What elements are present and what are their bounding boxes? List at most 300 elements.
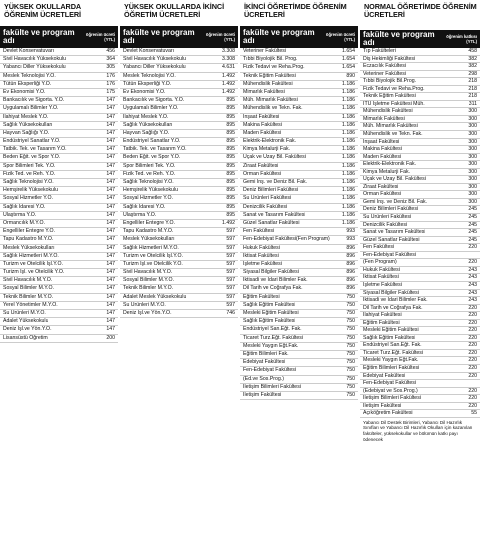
fee-value: 220 [468,364,477,371]
table-row [240,195,358,203]
table-row [0,154,118,162]
fee-value: 243 [468,281,477,288]
fee-value: 147 [106,129,115,136]
program-name: Diş Hekimliği Fakültesi [363,55,416,62]
column-4 [360,0,480,444]
program-name: İktisat Fakültesi [363,274,399,281]
table-row [120,138,238,146]
program-name: Fizik Tedavi ve Reha.Prog. [363,85,425,92]
program-name: Veteriner Fakültesi [363,70,406,77]
column-1 [0,0,118,343]
table-row [240,359,358,367]
table-row [240,89,358,97]
table-row [120,204,238,212]
program-name: Ev Ekonomisi Y.O. [123,88,166,95]
program-name: Müh. Mimarlık Fakültesi [363,123,418,130]
program-name: İnşaat Fakültesi [363,138,400,145]
program-name: Mühendislik ve Tekn. Fak. [363,131,423,138]
table-row [0,318,118,326]
fee-value: 220 [468,349,477,356]
program-name: İlahiyat Meslek Y.O. [3,113,49,120]
fee-value: 382 [468,63,477,70]
table-row [240,97,358,105]
program-name: İlahiyat Fakültesi [363,312,402,319]
fee-value: 750 [346,383,355,390]
fee-value: 895 [226,129,235,136]
program-name: Ev Ekonomisi Y.O. [3,88,46,95]
table-row [120,114,238,122]
fee-value: 218 [468,78,477,85]
table-row [120,73,238,81]
fee-value: 597 [226,277,235,284]
program-name: İktisadi ve İdari Bilimler Fak. [363,297,428,304]
fee-value: 220 [468,395,477,402]
program-name: Uygulamalı Bilimler Y.O. [123,105,179,112]
fee-value: 1.186 [342,219,355,226]
table-row [240,367,358,375]
program-name: İktisat Fakültesi [243,252,279,259]
fee-value: 1.186 [342,195,355,202]
fee-value: 305 [106,64,115,71]
program-name: Sivil Havacılık Yüksekokulu [3,56,67,63]
program-name: Beden Eğit. ve Spor Y.O. [123,154,181,161]
table-row [0,294,118,302]
program-name: Edebiyat Fakültesi [243,359,286,366]
table-row [120,81,238,89]
fee-value: 597 [226,285,235,292]
table-row [240,56,358,64]
fee-value: 147 [106,179,115,185]
program-name: Kimya Metalurji Fak. [243,146,290,153]
table-row [360,274,480,282]
table-row [240,384,358,392]
table-row [360,297,480,305]
fee-value: 895 [226,187,235,194]
fee-value: 750 [346,293,355,300]
program-name: Sağlık Teknolojisi Y.O. [3,179,54,185]
fee-value: 220 [468,319,477,326]
table-row [0,277,118,285]
fee-value: 300 [468,161,477,168]
fee-value: 147 [106,236,115,243]
program-name: Meslek Teknolojisi Y.O. [3,72,56,79]
program-name: Meslek Yüksekokulları [3,244,55,251]
table-row [360,206,480,214]
program-name: İletişim Bilimleri Fakültesi [243,383,301,390]
fee-value: 896 [346,252,355,259]
fee-value: 750 [346,318,355,325]
table-row [120,171,238,179]
program-name: Gemi İnş. ve Deniz Bil. Fak. [363,198,427,205]
fee-value: 147 [106,252,115,259]
table-row [360,214,480,222]
fee-value: 300 [468,138,477,145]
program-name: Turizm İşl. ve Otelcilik Y.O. [3,269,65,276]
program-name: Sosyal Hizmetler Y.O. [123,195,173,202]
program-name: Güzel Sanatlar Fakültesi [363,236,420,243]
table-row [120,302,238,310]
program-name: Fen-Edebiyat Fakültesi [363,251,417,258]
table-row [240,138,358,146]
table-row [360,388,480,396]
program-name: Hayvan Sağlığı Y.O. [123,129,170,136]
table-row [240,171,358,179]
table-row [120,163,238,171]
program-name: Mesleki Eğitim Fakültesi [243,310,299,316]
fee-value: 176 [106,72,115,79]
table-row [0,89,118,97]
program-name: Teknik Eğitim Fakültesi [243,72,296,79]
fee-value: 3.308 [222,56,235,63]
program-name: Ulaştırma Y.O. [3,211,37,218]
fee-value: 1.186 [342,138,355,145]
table-row [240,253,358,261]
table-row [360,237,480,245]
program-name: İşletme Fakültesi [243,260,282,267]
fee-value: 147 [106,203,115,210]
table-row [240,277,358,285]
program-name: Hukuk Fakültesi [243,244,280,251]
fee-value: 896 [346,285,355,292]
table-row [360,169,480,177]
table-body [0,48,118,343]
table-row [360,93,480,101]
table-row [0,310,118,318]
program-name: Tıbbi Biyolojik Bil.Prog. [363,78,417,85]
table-row [360,199,480,207]
fee-value: 147 [106,219,115,226]
program-name: Elektrik-Elektronik Fak. [363,161,417,168]
fee-value: 220 [468,372,477,379]
fee-value: 4.631 [222,64,235,71]
fee-value: 458 [468,48,477,54]
table-row [240,73,358,81]
fee-value: 220 [468,244,477,251]
table-row [120,245,238,253]
program-name: Mesleki Yaygın Eğt.Fak. [243,342,299,349]
table-row [0,73,118,81]
fee-value: 1.186 [342,211,355,218]
table-row [0,122,118,130]
fee-value: 220 [468,357,477,364]
program-name: İktisadi ve İdari Bilimler Fak. [243,277,308,284]
table-row [360,342,480,350]
table-row [120,236,238,244]
table-row [0,97,118,105]
table-row [0,204,118,212]
header-fee: öğrenim ücreti (YTL) [205,32,235,42]
fee-value: 220 [468,402,477,409]
fee-value: 895 [226,138,235,145]
fee-value: 147 [106,277,115,284]
table-row [240,269,358,277]
fee-value: 300 [468,153,477,160]
fee-value: 597 [226,228,235,235]
fee-value: 147 [106,138,115,145]
fee-value: 896 [346,277,355,284]
fee-value: 750 [346,350,355,357]
table-row [240,130,358,138]
table-header [0,26,118,48]
program-name: Eğitim Bilimleri Fakültesi [363,364,420,371]
fee-value: 147 [106,121,115,128]
program-name: Siyasal Bilgiler Fakültesi [243,269,299,276]
program-name: Siyasal Bilgiler Fakültesi [363,289,419,296]
fee-value: 147 [106,162,115,169]
fee-value: 895 [226,179,235,185]
table-row [360,357,480,365]
table-row [0,163,118,171]
fee-value: 220 [468,334,477,341]
program-name: Teknik Bilimler M.Y.O. [3,293,54,300]
fee-value: 1.186 [342,154,355,161]
program-name: Güzel Sanatlar Fakültesi [243,219,300,226]
fee-value: 456 [106,48,115,54]
fee-value: 147 [106,97,115,104]
program-name: Mimarlık Fakültesi [363,115,405,122]
table-row [0,245,118,253]
fee-value: 895 [226,97,235,104]
program-name: Sosyal Hizmetler Y.O. [3,195,53,202]
fee-value: 382 [468,55,477,62]
fee-value: 750 [346,301,355,308]
fee-value: 220 [468,327,477,334]
table-row [360,48,480,56]
fee-value: 245 [468,214,477,221]
program-name: Teknik Eğitim Fakültesi [363,93,416,100]
fee-value: 300 [468,131,477,138]
table-header [240,26,358,48]
program-name: Meslek Yüksekokulları [123,236,175,243]
program-name: (Edebiyat ve Sos.Prog.) [363,387,418,394]
program-name: Ziraat Fakültesi [363,183,399,190]
program-name: Lisansüstü Öğretim [3,334,48,341]
fee-value: 895 [226,113,235,120]
table-row [0,253,118,261]
table-row [120,56,238,64]
program-name: Makina Fakültesi [363,146,402,153]
table-row [360,131,480,139]
program-name: İletişim Fakültesi [243,391,282,398]
table-row [360,350,480,358]
fee-value: 1.654 [342,64,355,71]
fee-value: 147 [106,105,115,112]
fee-value: 220 [468,259,477,266]
program-name: Sağlık İdaresi Y.O. [3,203,46,210]
fee-value: 1.492 [222,72,235,79]
program-name: Turizm İşl.ve Otelcilik Y.O. [123,260,183,267]
header-fee: öğrenim ücreti (YTL) [85,32,115,42]
table-row [360,78,480,86]
fee-value [475,252,477,259]
program-name: Beden Eğit. ve Spor Y.O. [3,154,61,161]
fee-value: 300 [468,146,477,153]
table-row [0,179,118,187]
table-row [360,282,480,290]
column-title: YÜKSEK OKULLARDA İKİNCİ ÖĞRETİM ÜCRETLERİ [124,2,224,20]
program-name: Tütün Eksperliği Y.O. [3,80,52,87]
table-row [120,220,238,228]
fee-value: 750 [346,326,355,333]
table-row [0,48,118,56]
program-name: Eğitim Fakültesi [363,319,400,326]
table-row [240,335,358,343]
fee-value: 245 [468,236,477,243]
fee-value: 300 [468,183,477,190]
program-name: İletişim Fakültesi [363,402,402,409]
program-name: Sağlık Eğitim Fakültesi [243,301,296,308]
program-name: Devlet Konservatuvarı [123,48,175,54]
program-name: Bankacılık ve Sigorta. Y.O. [3,97,65,104]
fee-value: 245 [468,206,477,213]
table-row [360,139,480,147]
fee-value: 750 [346,342,355,349]
table-row [0,195,118,203]
program-name: İşletme Fakültesi [363,281,402,288]
fee-value: 750 [346,375,355,382]
program-name: Mesleki Yaygın Eğt.Fak. [363,357,419,364]
fee-value: 1.186 [342,179,355,185]
program-name: Teknik Bilimler M.Y.O. [123,285,174,292]
program-name: Deniz İşl.ve Yön.Y.O. [3,326,52,333]
program-name: Sağlık Eğitim Fakültesi [243,318,296,325]
program-name: Orman Fakültesi [243,170,282,177]
table-row [120,253,238,261]
table-body [360,48,480,418]
fee-value: 300 [468,176,477,183]
program-name: Fizik Ted. ve Reh. Y.O. [3,170,56,177]
fee-value: 750 [346,391,355,398]
fee-value: 147 [106,154,115,161]
table-row [360,184,480,192]
table-row [240,179,358,187]
fee-value: 147 [106,195,115,202]
table-row [360,244,480,252]
fee-value: 147 [106,113,115,120]
program-name: Sağlık İdaresi Y.O. [123,203,166,210]
fee-value: 245 [468,221,477,228]
fee-value: 890 [346,72,355,79]
table-row [360,146,480,154]
program-name: Tıbbi Biyolojik Bil. Prog. [243,56,298,63]
table-row [0,326,118,334]
table-body [240,48,358,400]
program-name: Sağlık Hizmetleri M.Y.O. [3,252,59,259]
program-name: Adalet Meslek Yüksekokulu [123,293,187,300]
fee-value: 147 [106,326,115,333]
table-header [360,30,480,48]
table-row [360,176,480,184]
table-row [360,395,480,403]
program-name: Ormancılık M.Y.O. [3,219,45,226]
program-name: Tütün Eksperliği Y.O. [123,80,172,87]
table-row [240,204,358,212]
program-name: Su Ürünleri M.Y.O. [123,301,166,308]
table-row [240,245,358,253]
table-row [360,312,480,320]
table-row [0,335,118,343]
fee-value: 597 [226,236,235,243]
program-name: Sivil Havacılık M.Y.O. [3,277,53,284]
program-name: Tapu Kadastro M.Y.O. [3,236,54,243]
program-name: İletişim Bilimleri Fakültesi [363,395,421,402]
program-name: Endüstriyel San.Eğt. Fak. [243,326,302,333]
fee-value: 300 [468,115,477,122]
table-row [0,56,118,64]
fee-value: 220 [468,312,477,319]
table-row [360,229,480,237]
table-row [240,163,358,171]
footnote: Yabancı Dil Destek Birimleri, Yabancı Dil Hazırlık Sınıfları ve Yabancı Dil Hazırlık Okulları için kazanılan fakülteler, yüksekokullar ve bölümün katkı payı ödenecek [363,419,473,442]
fee-value: 147 [106,269,115,276]
fee-value: 3.308 [222,48,235,54]
table-row [120,294,238,302]
program-name: Uygulamalı Bilimler Y.O. [3,105,59,112]
header-name: fakülte ve program adı [3,27,75,45]
program-name: Su Ürünleri Fakültesi [363,214,412,221]
fee-value: 1.186 [342,162,355,169]
table-row [360,267,480,275]
table-row [360,56,480,64]
program-name: Sosyal Bilimler M.Y.O. [3,285,54,292]
table-body [120,48,238,318]
program-name: Eczacılık Fakültesi [363,63,406,70]
program-name: Hukuk Fakültesi [363,266,400,273]
table-row [0,138,118,146]
fee-value: 895 [226,170,235,177]
fee-value: 243 [468,297,477,304]
fee-value: 1.186 [342,97,355,104]
program-name: Spor Bilimleri Tek. Y.O. [3,162,56,169]
program-name: Turizm ve Otelcilik İşl.Y.O. [123,252,183,259]
table-row [0,130,118,138]
fee-value: 895 [226,146,235,153]
fee-value: 1.186 [342,80,355,87]
program-name: Yabancı Diller Yüksekokulu [3,64,66,71]
program-name: Sosyal Bilimler M.Y.O. [123,277,174,284]
fee-value: 597 [226,301,235,308]
program-name: Su Ürünleri M.Y.O. [3,310,46,316]
header-fee: öğrenim ücreti (YTL) [325,32,355,42]
fee-value: 1.492 [222,88,235,95]
program-name: Makina Fakültesi [243,121,282,128]
program-name: Deniz Bilimleri Fakültesi [363,206,419,213]
table-row [360,410,480,418]
table-row [240,236,358,244]
program-name: Fen Fakültesi [363,244,395,251]
table-row [0,236,118,244]
table-row [0,81,118,89]
header-fee: öğrenim katkısı (YTL) [446,34,477,44]
fee-value: 200 [106,334,115,341]
fee-value: 895 [226,121,235,128]
program-name: Sağlık Eğitim Fakültesi [363,334,416,341]
table-row [120,195,238,203]
fee-value: 597 [226,244,235,251]
fee-value: 895 [226,105,235,112]
program-name: Hemşirelik Yüksekokulu [123,187,178,194]
fee-value: 243 [468,266,477,273]
table-row [0,171,118,179]
program-name: Yabancı Diller Yüksekokulu [123,64,186,71]
table-row [240,122,358,130]
table-row [240,326,358,334]
table-row [120,228,238,236]
fee-value: 220 [468,387,477,394]
table-row [120,105,238,113]
table-row [0,187,118,195]
fee-value: 750 [346,367,355,374]
